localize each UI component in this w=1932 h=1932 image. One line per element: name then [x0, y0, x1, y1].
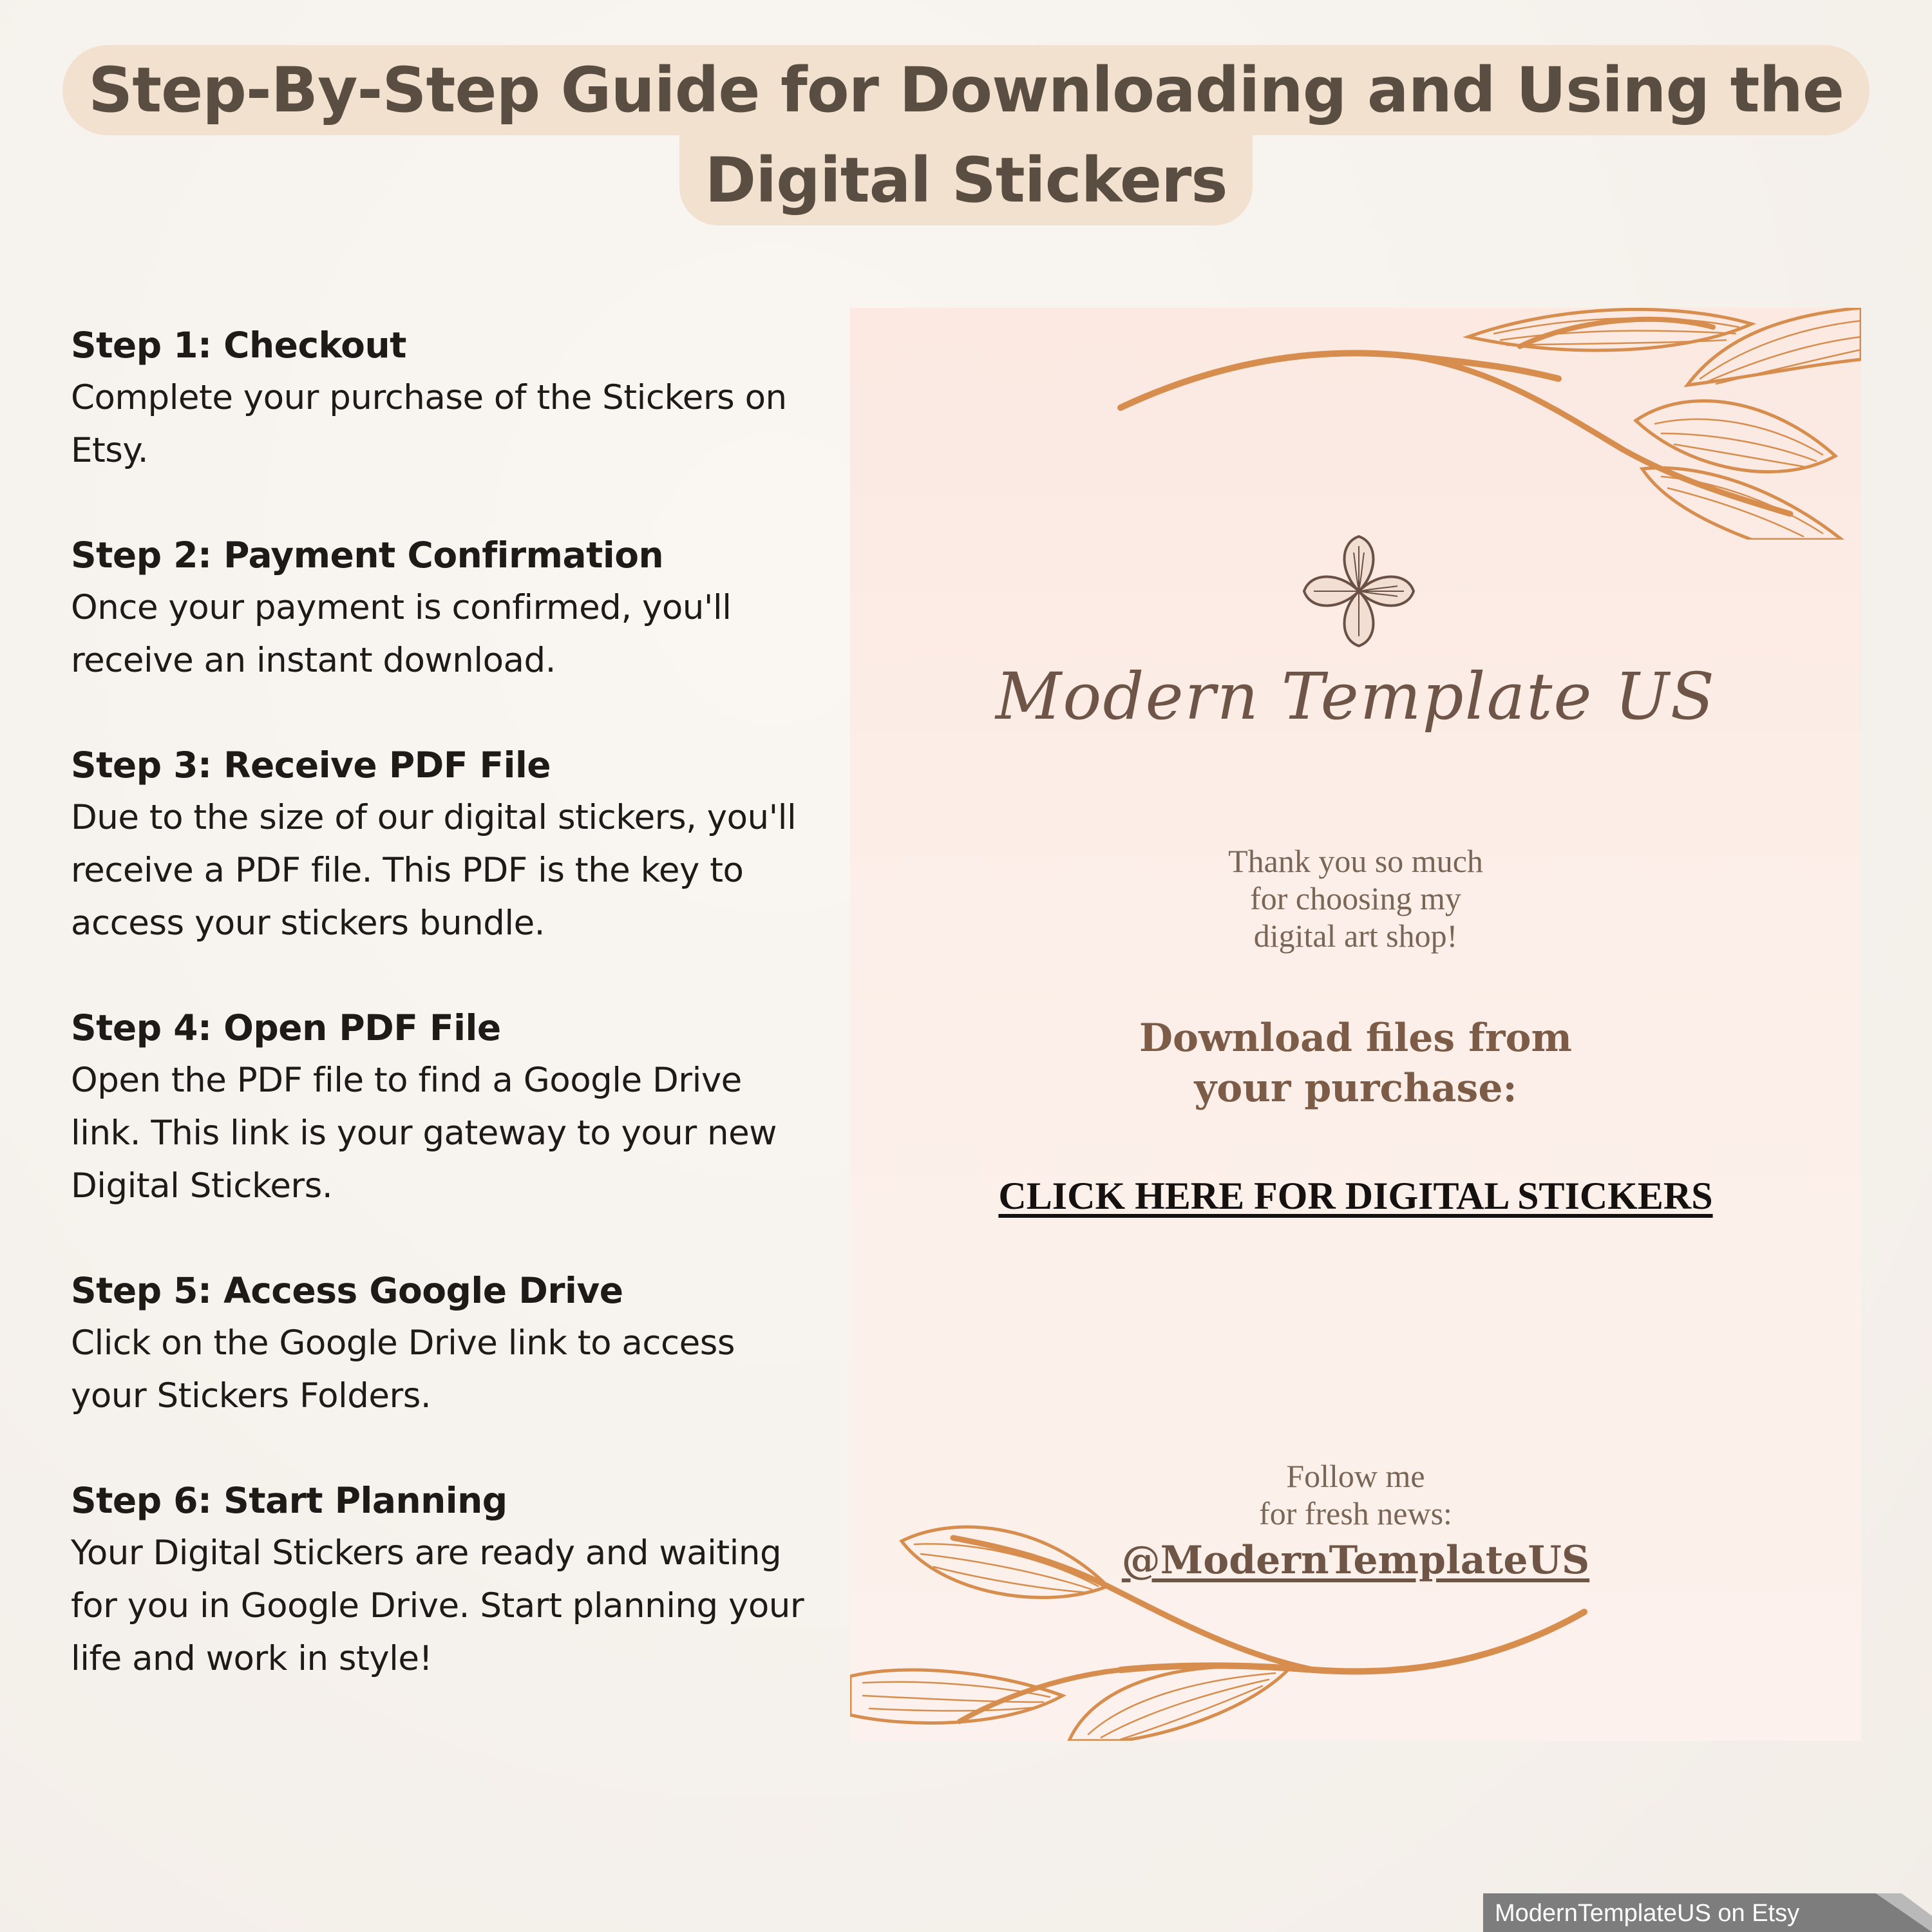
- step-body-line: Etsy.: [71, 431, 149, 470]
- thank-you-message: [850, 842, 1861, 954]
- step-title: Step 6: Start Planning: [71, 1480, 507, 1521]
- leaf-branch-bottom-icon: [850, 1515, 1604, 1741]
- download-heading: [850, 1013, 1861, 1113]
- thanks-line: Thank you so much: [1228, 843, 1483, 879]
- brand-logo-text: Modern Template US: [995, 659, 1716, 734]
- step-4: [71, 1001, 857, 1213]
- download-line: your purchase:: [1194, 1066, 1517, 1111]
- step-body-line: Open the PDF file to find a Google Drive: [71, 1061, 742, 1100]
- step-body-line: Your Digital Stickers are ready and waiting: [71, 1533, 782, 1573]
- step-title: Step 5: Access Google Drive: [71, 1270, 623, 1311]
- etsy-watermark: [1483, 1893, 1932, 1932]
- step-1: [71, 319, 857, 477]
- follow-line: Follow me: [1286, 1458, 1425, 1494]
- page-title: [0, 45, 1932, 225]
- step-body-line: receive an instant download.: [71, 641, 556, 680]
- step-title: Step 4: Open PDF File: [71, 1007, 501, 1048]
- leaf-branch-top-icon: [1108, 308, 1861, 540]
- steps-list: [71, 319, 857, 1737]
- step-6: [71, 1474, 857, 1685]
- step-title: Step 3: Receive PDF File: [71, 744, 551, 786]
- follow-line: for fresh news:: [1259, 1495, 1452, 1531]
- step-3: [71, 739, 857, 950]
- download-line: Download files from: [1139, 1016, 1573, 1061]
- step-body-line: Complete your purchase of the Stickers on: [71, 378, 787, 417]
- download-card: [850, 308, 1861, 1741]
- watermark-text: ModernTemplateUS on Etsy: [1495, 1900, 1800, 1927]
- flower-logo-icon: [1294, 527, 1423, 656]
- step-body-line: for you in Google Drive. Start planning your: [71, 1586, 804, 1625]
- social-handle-link[interactable]: @ModernTemplateUS: [1121, 1538, 1590, 1583]
- step-body-line: link. This link is your gateway to your new: [71, 1113, 777, 1153]
- step-body-line: access your stickers bundle.: [71, 904, 545, 943]
- step-body-line: Digital Stickers.: [71, 1166, 333, 1206]
- step-body-line: your Stickers Folders.: [71, 1376, 431, 1416]
- title-line-1: Step-By-Step Guide for Downloading and Using the: [62, 45, 1870, 135]
- step-title: Step 2: Payment Confirmation: [71, 535, 664, 576]
- thanks-line: digital art shop!: [1253, 918, 1458, 954]
- step-body-line: life and work in style!: [71, 1639, 433, 1678]
- title-line-2: Digital Stickers: [679, 135, 1253, 225]
- thanks-line: for choosing my: [1250, 880, 1461, 916]
- step-title: Step 1: Checkout: [71, 325, 406, 366]
- download-stickers-link[interactable]: CLICK HERE FOR DIGITAL STICKERS: [998, 1175, 1713, 1217]
- step-5: [71, 1264, 857, 1423]
- step-body-line: receive a PDF file. This PDF is the key to: [71, 851, 744, 890]
- step-body-line: Once your payment is confirmed, you'll: [71, 588, 732, 627]
- step-body-line: Due to the size of our digital stickers, you'll: [71, 798, 797, 837]
- step-body-line: Click on the Google Drive link to access: [71, 1323, 735, 1363]
- step-2: [71, 529, 857, 687]
